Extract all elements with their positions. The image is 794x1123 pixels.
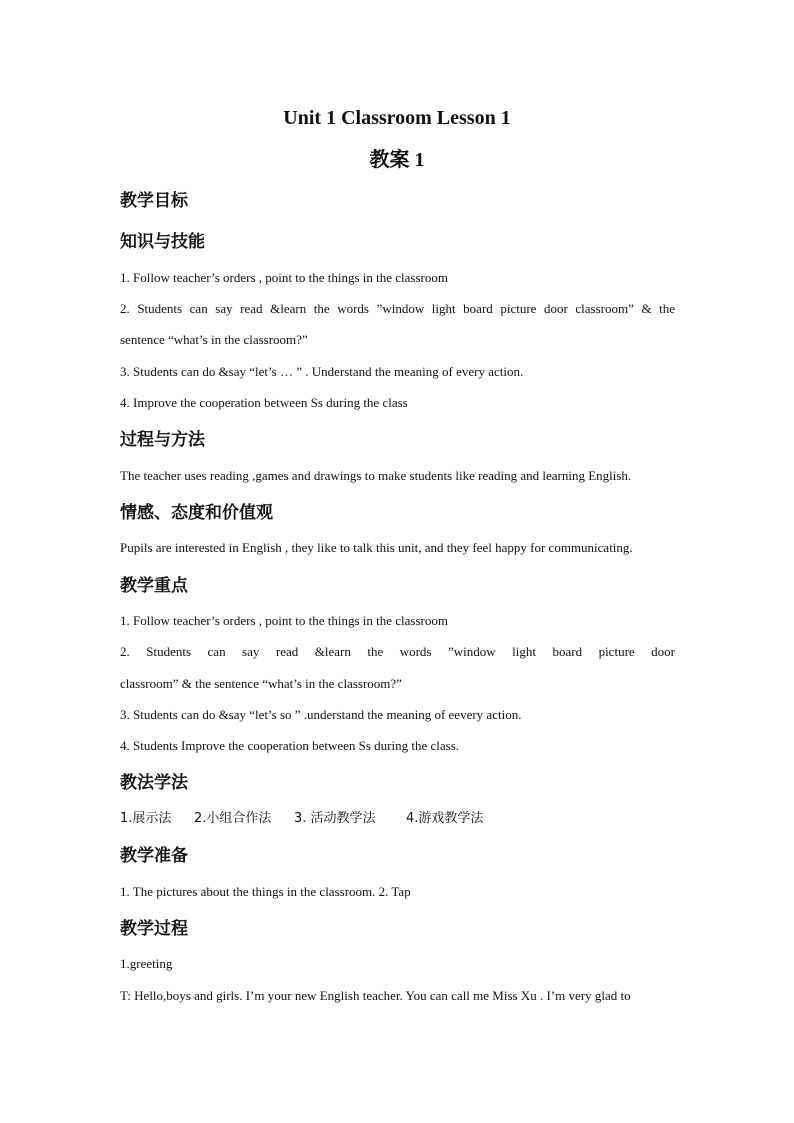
method-item-4: 4.游戏教学法 — [406, 811, 484, 826]
knowledge-item-1: 1. Follow teacher’s orders , point to the things in the classroom — [120, 270, 448, 285]
key-item-1: 1. Follow teacher’s orders , point to the things in the classroom — [120, 613, 448, 628]
heading-procedure: 教学过程 — [120, 919, 188, 939]
key-item-2: 2. Students can say read &learn the words ”window light board picture door — [120, 644, 675, 659]
knowledge-item-2-cont: sentence “what’s in the classroom?” — [120, 332, 308, 347]
heading-objectives: 教学目标 — [120, 191, 188, 211]
knowledge-item-2: 2. Students can say read &learn the words ”window light board picture door classroom” & the — [120, 301, 675, 316]
knowledge-item-4: 4. Improve the cooperation between Ss during the class — [120, 395, 408, 410]
methods-list — [120, 810, 483, 828]
procedure-text: T: Hello,boys and girls. I’m your new English teacher. You can call me Miss Xu . I’m very glad to — [120, 988, 631, 1003]
heading-prep: 教学准备 — [120, 846, 188, 866]
procedure-step: 1.greeting — [120, 956, 173, 971]
key-item-3: 3. Students can do &say “let’s so ” .understand the meaning of eevery action. — [120, 707, 522, 722]
knowledge-item-3: 3. Students can do &say “let’s … ” . Understand the meaning of every action. — [120, 364, 524, 379]
heading-process: 过程与方法 — [120, 430, 205, 450]
key-item-4: 4. Students Improve the cooperation between Ss during the class. — [120, 738, 460, 753]
heading-knowledge: 知识与技能 — [120, 232, 205, 252]
key-item-2-cont: classroom” & the sentence “what’s in the classroom?” — [120, 676, 402, 691]
emotion-text: Pupils are interested in English , they like to talk this unit, and they feel happy for communicating. — [120, 540, 633, 555]
method-item-1: 1.展示法 — [120, 811, 172, 826]
heading-emotion: 情感、态度和价值观 — [120, 503, 273, 523]
heading-methods: 教法学法 — [120, 773, 188, 793]
process-text: The teacher uses reading ,games and drawings to make students like reading and learning English. — [120, 468, 632, 483]
method-item-2: 2.小组合作法 — [194, 811, 272, 826]
document-subtitle: 教案 1 — [369, 149, 425, 171]
prep-text: 1. The pictures about the things in the classroom. 2. Tap — [120, 884, 411, 899]
method-item-3: 3. 活动教学法 — [294, 811, 376, 826]
document-title: Unit 1 Classroom Lesson 1 — [283, 107, 511, 129]
heading-key-points: 教学重点 — [120, 576, 188, 596]
